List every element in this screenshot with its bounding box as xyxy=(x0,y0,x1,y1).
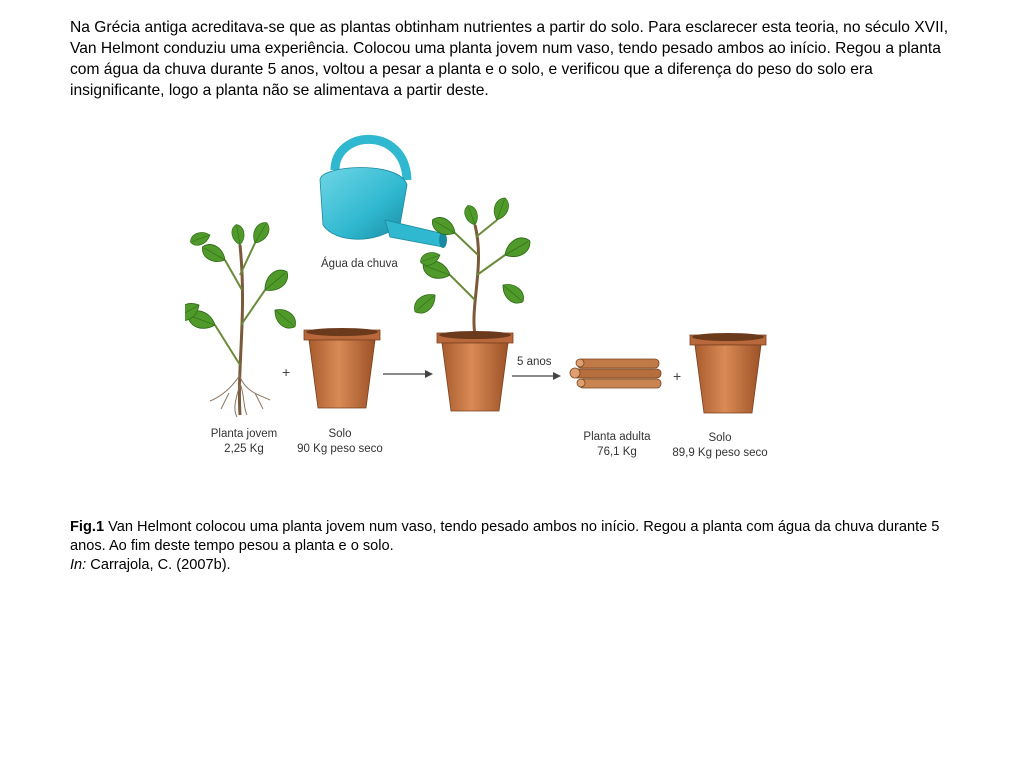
intro-paragraph: Na Grécia antiga acreditava-se que as plantas obtinham nutrientes a partir do solo. Para esclarecer esta teoria, no século XVII, Van Helmont conduziu uma experiência. Colocou uma planta jovem num vaso, tendo pesado ambos ao início. Regou a planta com água da chuva durante 5 anos, voltou a pesar a planta e o solo, e verificou que a diferença do peso do solo era insignificante, logo a planta não se alimentava a partir deste. xyxy=(70,19,949,99)
adult-plant-name: Planta adulta xyxy=(583,431,651,443)
initial-soil-name: Solo xyxy=(328,428,352,440)
final-soil-weight: 89,9 Kg peso seco xyxy=(672,447,768,459)
arrow-2 xyxy=(512,372,561,380)
plus-sign-2: + xyxy=(673,368,682,384)
young-plant-weight: 2,25 Kg xyxy=(224,443,264,455)
arrow-1 xyxy=(383,370,433,378)
watering-can-icon xyxy=(320,139,447,248)
caption-source-prefix: In: xyxy=(70,557,87,573)
experiment-illustration xyxy=(185,125,790,470)
young-plant xyxy=(185,219,300,417)
arrow-label: 5 anos xyxy=(517,356,552,368)
plus-sign-1: + xyxy=(282,364,291,380)
caption-text: Van Helmont colocou uma planta jovem num vaso, tendo pesado ambos no início. Regou a planta com água da chuva durante 5 anos. Ao fim deste tempo pesou a planta e o solo. xyxy=(70,519,940,554)
caption-source: Carrajola, C. (2007b). xyxy=(86,557,231,573)
adult-plant-logs xyxy=(570,359,661,388)
initial-soil-weight: 90 Kg peso seco xyxy=(297,443,383,455)
final-soil-pot xyxy=(690,333,766,413)
initial-soil-label xyxy=(285,427,395,457)
caption-label: Fig.1 xyxy=(70,519,105,535)
figure-caption xyxy=(70,518,970,575)
young-plant-label xyxy=(197,427,291,457)
initial-soil-pot xyxy=(304,328,380,408)
young-plant-name: Planta jovem xyxy=(210,428,278,440)
final-soil-name: Solo xyxy=(708,432,732,444)
final-soil-label xyxy=(663,431,777,461)
van-helmont-figure xyxy=(185,125,790,470)
adult-plant-label xyxy=(567,430,667,460)
potted-plant xyxy=(410,196,534,411)
adult-plant-weight: 76,1 Kg xyxy=(597,446,637,458)
watering-label: Água da chuva xyxy=(321,258,398,270)
